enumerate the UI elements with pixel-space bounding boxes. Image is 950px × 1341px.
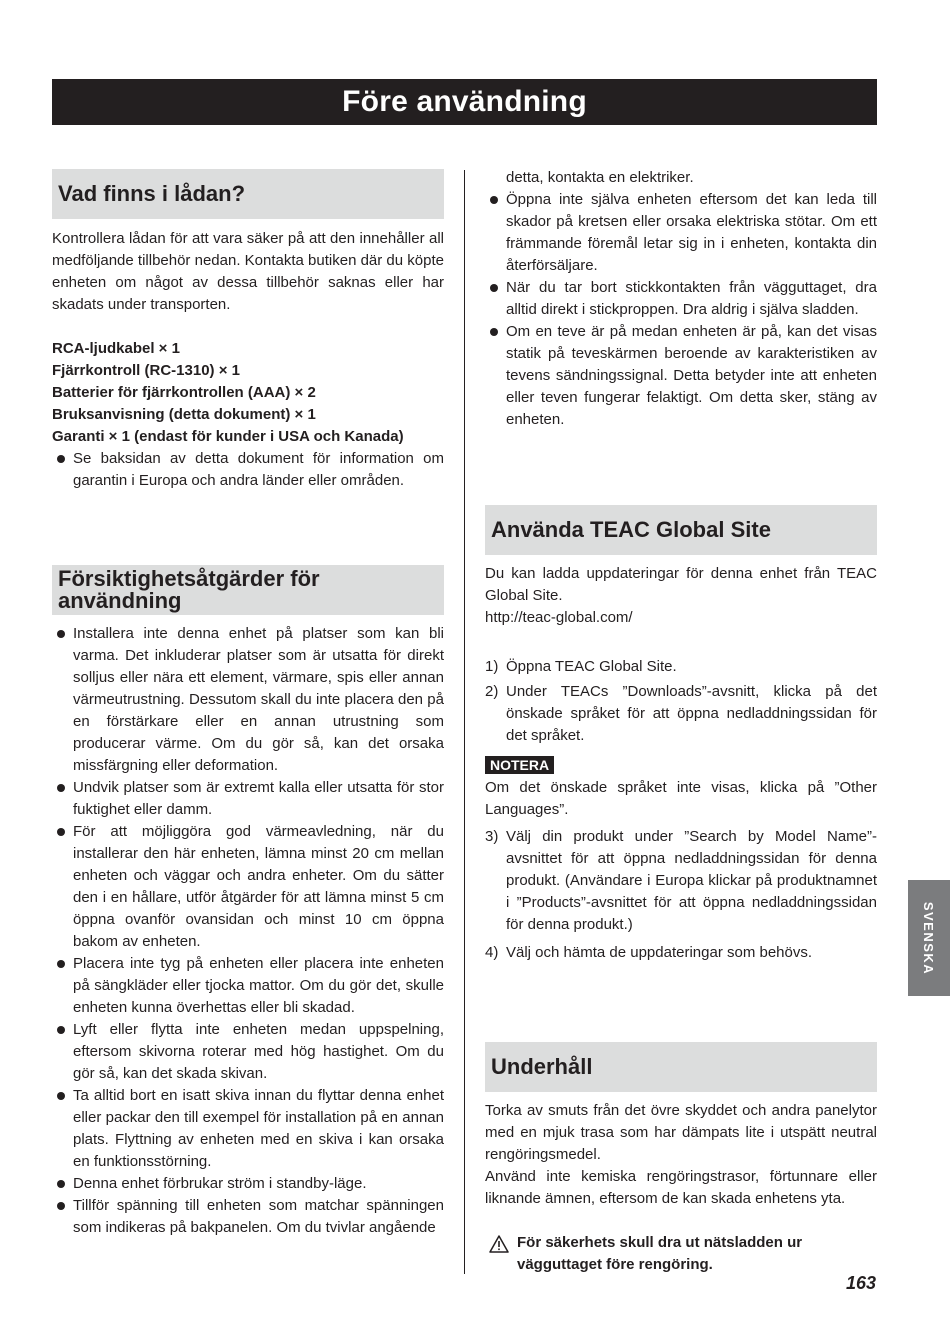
section-heading-precautions: Försiktighetsåtgärder för användning xyxy=(52,565,444,615)
accessory-item: Garanti × 1 (endast för kunder i USA och Kanada) xyxy=(52,428,404,445)
step-item xyxy=(485,681,877,747)
step-number: 2) xyxy=(485,683,499,700)
accessory-item: Bruksanvisning (detta dokument) × 1 xyxy=(52,406,316,423)
warning-text: För säkerhets skull dra ut nätsladden ur vägguttaget före rengöring. xyxy=(517,1234,803,1273)
step-text: Välj din produkt under ”Search by Model Name”-avsnittet för att öppna nedladdningssidan för denna produkt. (Användare i Europa klickar på produktnamnet i ”Products”-avsnittet för att öppna nedladdningssidan för denna produkt.) xyxy=(506,828,877,933)
bullet-item: Denna enhet förbrukar ström i standby-läge. xyxy=(52,1173,444,1195)
precautions-continued-section xyxy=(485,167,877,431)
step-number: 1) xyxy=(485,658,499,675)
global-site-url: http://teac-global.com/ xyxy=(485,609,633,626)
steps-list xyxy=(485,656,877,747)
box-contents-section xyxy=(52,228,444,492)
step-number: 3) xyxy=(485,828,499,845)
bullet-item: För att möjliggöra god värmeavledning, när du installerar den här enheten, lämna minst 20 cm mellan enheten och väggar och andra enheter. Om du sätter den i en hållare, utför åtgärder för att lämna minst 5 cm öppna ovanför ovansidan och minst 10 cm öppna bakom av enheten. xyxy=(52,821,444,953)
section-heading-box-contents: Vad finns i lådan? xyxy=(52,169,444,219)
bullet-item: Tillför spänning till enheten som matchar spänningen som indikeras på bakpanelen. Om du tvivlar angående xyxy=(52,1195,444,1239)
bullet-item: Ta alltid bort en isatt skiva innan du flyttar denna enhet eller packar den till exempel för installation på en annan plats. Flyttning av enheten med en skiva i kan orsaka en funktionsstörning. xyxy=(52,1085,444,1173)
steps-list xyxy=(485,826,877,964)
page-title: Före användning xyxy=(52,79,877,125)
maintenance-paragraph: Använd inte kemiska rengöringstrasor, förtunnare eller liknande ämnen, eftersom de kan skada enhetens yta. xyxy=(485,1168,877,1207)
language-side-tab xyxy=(908,880,950,996)
bullet-item: Installera inte denna enhet på platser som kan bli varma. Det inkluderar platser som är utsatta för direkt solljus eller nära ett element, värmare, spis eller annan värmeutrustning. Dessutom skall du inte placera den på en förstärkare eller en annan utrustning som producerar värme. Om du gör så, kan det orsaka missfärgning eller deformation. xyxy=(52,623,444,777)
precautions-list-continued xyxy=(485,189,877,431)
bullet-item: Om en teve är på medan enheten är på, kan det visas statik på teveskärmen beroende av karakteristiken av tevens sändningssignal. Detta betyder inte att enheten eller teven fungerar felaktigt. Om detta sker, stäng av enheten. xyxy=(485,321,877,431)
maintenance-warning xyxy=(485,1232,877,1276)
page-number: 163 xyxy=(845,1273,876,1293)
note-text: Om det önskade språket inte visas, klicka på ”Other Languages”. xyxy=(485,779,877,818)
bullet-item: Placera inte tyg på enheten eller placera inte enheten på sängkläder eller tjocka mattor. Om du gör det, skulle enheten kunna överhettas eller bli skadad. xyxy=(52,953,444,1019)
step-item xyxy=(485,826,877,936)
note-badge: NOTERA xyxy=(485,756,554,774)
step-number: 4) xyxy=(485,944,499,961)
accessory-item: Batterier för fjärrkontrollen (AAA) × 2 xyxy=(52,384,316,401)
section-heading-global-site: Använda TEAC Global Site xyxy=(485,505,877,555)
warning-triangle-icon xyxy=(489,1235,509,1253)
bullet-item: Lyft eller flytta inte enheten medan uppspelning, eftersom skivorna roterar med hög hastighet. Om du gör så, kan det skada skivan. xyxy=(52,1019,444,1085)
accessory-item: Fjärrkontroll (RC-1310) × 1 xyxy=(52,362,240,379)
accessory-item: RCA-ljudkabel × 1 xyxy=(52,340,180,357)
section-heading-maintenance: Underhåll xyxy=(485,1042,877,1092)
step-text: Välj och hämta de uppdateringar som behövs. xyxy=(506,944,813,961)
maintenance-section xyxy=(485,1100,877,1276)
accessory-bullet-list xyxy=(52,448,444,492)
box-intro-paragraph: Kontrollera lådan för att vara säker på att den innehåller all medföljande tillbehör nedan. Kontakta butiken där du köpte enheten om något av dessa tillbehör saknas eller har skadats under transporten. xyxy=(52,230,444,313)
precautions-list xyxy=(52,623,444,1239)
global-site-intro: Du kan ladda uppdateringar för denna enhet från TEAC Global Site. xyxy=(485,565,877,604)
bullet-item: Se baksidan av detta dokument för information om garantin i Europa och andra länder eller områden. xyxy=(52,448,444,492)
step-text: Öppna TEAC Global Site. xyxy=(506,658,677,675)
bullet-item: Öppna inte själva enheten eftersom det kan leda till skador på kretsen eller orsaka elektriska stötar. Om ett främmande föremål letar sig in i enheten, kontakta din återförsäljare. xyxy=(485,189,877,277)
language-label: SVENSKA xyxy=(921,901,937,975)
step-text: Under TEACs ”Downloads”-avsnitt, klicka på det önskade språket för att öppna nedladdningssidan för det språket. xyxy=(506,683,877,744)
column-divider xyxy=(464,170,465,1274)
bullet-item: Undvik platser som är extremt kalla eller utsatta för stor fuktighet eller damm. xyxy=(52,777,444,821)
precautions-continued-text: detta, kontakta en elektriker. xyxy=(506,169,694,186)
bullet-item: När du tar bort stickkontakten från vägguttaget, dra alltid direkt i stickproppen. Dra aldrig i själva sladden. xyxy=(485,277,877,321)
global-site-section xyxy=(485,563,877,964)
step-item xyxy=(485,656,877,678)
maintenance-paragraph: Torka av smuts från det övre skyddet och andra panelytor med en mjuk trasa som har dämpats lite i utspätt neutral rengöringsmedel. xyxy=(485,1102,877,1163)
step-item xyxy=(485,942,877,964)
